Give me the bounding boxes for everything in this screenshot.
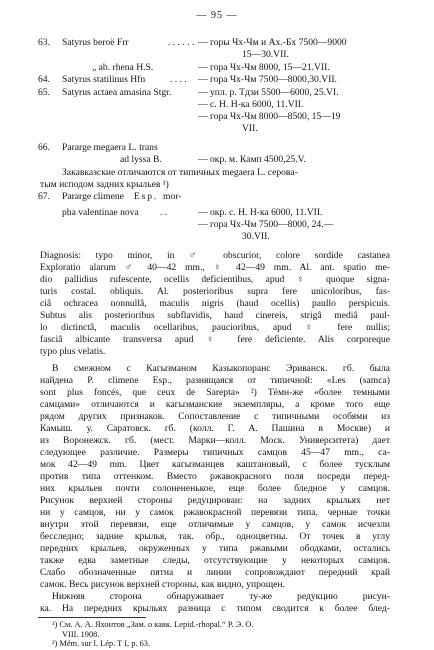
- note-text: тым исподом задних крыльев ¹): [40, 179, 169, 190]
- habitat: — горы Чх-Чм и Ах.-Бх 7500—9000: [198, 37, 347, 48]
- body-line: также едва заметные следы, отсутствующие у некоторых самцов.: [40, 555, 390, 566]
- body-line: ни у самцов, ни у самок ржавокрасной перевязи типа, черные точки: [40, 507, 390, 518]
- diagnosis-line: lo dictinctâ, maculis ocellaribus, paucioribus, apud ♀ fere nullis;: [40, 322, 390, 333]
- body-line: найдена P. climene Esp., разнящаяся от типичной: «Les (samca): [40, 375, 390, 386]
- record-63-cont: [0, 48, 434, 61]
- body-line: ка. На передних крыльях разница с типом сводится к более блед-: [40, 603, 390, 614]
- habitat: — гора Чх-Чм 7500—8000, 24.—: [198, 219, 334, 230]
- body-line: против типа оттенком. Вместо ржавокрасного поля посреди перед-: [40, 471, 390, 482]
- diagnosis-line: turis costal. obliquis. Al. posterioribus supra fere unicoloribus, fas-: [40, 286, 390, 297]
- habitat: — гора Чх-Чм 8000, 15—21.VII.: [198, 62, 330, 73]
- record-number: 66.: [38, 142, 50, 153]
- footnote-2: ²) Mém. sur l. Lép. T I, p. 63.: [52, 639, 151, 648]
- note-text: Закавказские отличаются от типичных megaera L. серова-: [62, 167, 298, 178]
- habitat: — гора Чх-Чм 8000—8500, 15—19: [198, 111, 341, 122]
- body-line: внутри этой перевязи, еще отличимые у самцов, у самок исчезли: [40, 519, 390, 530]
- body-line: них крыльев почти солонененькое, еще более бледное у самцов.: [40, 483, 390, 494]
- habitat: — с. Н. Н-ка 6000, 11.VII.: [198, 99, 304, 110]
- species-name: Satyrus statilinus Hfn: [62, 74, 146, 85]
- species-name: mor-: [163, 191, 182, 202]
- species-name: Pararge megaera L. trans: [62, 142, 158, 153]
- record-number: 67.: [38, 191, 50, 202]
- body-line: передних крыльев, окруженных у типа ржавыми ободками, остались: [40, 543, 390, 554]
- record-number: 65.: [38, 87, 50, 98]
- record-67-cont: [0, 230, 434, 243]
- body-line: самок. Весь рисунок верхней стороны, как видно, упрощен.: [40, 579, 285, 590]
- species-name-cont: pha valentinae nova: [62, 207, 139, 218]
- habitat: — окр. м. Камп 4500,25.V.: [198, 154, 306, 165]
- habitat: — упл. р. Тдзи 5500—6000, 25.VI.: [198, 87, 339, 98]
- diagnosis-line: Exploratio alarum ♂ 40—42 mm., ♀ 42—49 mm. Al. ant. spatio me-: [40, 262, 390, 273]
- date-continuation: VII.: [242, 123, 258, 134]
- body-line: мок 42—49 mm. Цвет кагызманцев каштановый, с более тусклым: [40, 459, 390, 470]
- diagnosis-line: fasciâ albicante transversa apud ♀ fere deficiente. Alis corporeque: [40, 334, 390, 345]
- date-continuation: 15—30.VII.: [242, 49, 289, 60]
- diagnosis-line: dio pallidius rufescente, ocellis deficientibus, apud ♀ quoque signa-: [40, 274, 390, 285]
- species-name: Satyrus beroë Frr: [62, 37, 129, 48]
- date-continuation: 30.VII.: [242, 231, 270, 242]
- leader-dots: . .: [160, 207, 168, 218]
- footnote-rule: [38, 617, 146, 618]
- diagnosis-line: Diagnosis: typo minor, in ♂ obscurior, colore sordide castanea: [40, 250, 390, 261]
- species-name-cont: ad lyssa B.: [120, 154, 162, 165]
- body-line: Камыш. у. Саратовск. гб. (колл. Г. А. Пашина в Москве) и: [40, 423, 390, 434]
- body-line: из Воронежск. гб. (мест. Марки—колл. Моск. Университета) дает: [40, 435, 390, 446]
- diagnosis-line: Subtus alis posterioribus subflavidis, haud cinereis, strigâ mediâ paul-: [40, 310, 390, 321]
- record-number: 63.: [38, 37, 50, 48]
- diagnosis-line: ciâ ochracea nonnullâ, maculis nigris (haud ocellis) paullo perspicuis.: [40, 298, 390, 309]
- leader-dots: . . . .: [170, 74, 187, 85]
- body-line: самцами» отличаются и кагызманские экземпляры, а кроме того еще: [40, 399, 390, 410]
- record-67: [0, 190, 434, 203]
- species-name: Pararge climene: [62, 191, 124, 202]
- record-number: 64.: [38, 74, 50, 85]
- body-line: В смежном с Кагызманом Казыкопоранс Эриванск. гб. была: [52, 363, 390, 374]
- species-name: „ ab. rhena H.S.: [92, 62, 154, 73]
- record-65-cont: [0, 122, 434, 135]
- habitat: — окр. с. Н. Н-ка 6000, 11.VII.: [198, 207, 323, 218]
- footnote-1: ¹) См. А. А. Яхонтов „Зам. о кавк. Lepid.-rhopal.“ Р. Э. О.: [52, 620, 254, 629]
- leader-dots: . . . . . .: [168, 37, 195, 48]
- body-line: Слабо обозначенные пятна и линии сопровождают передний край: [40, 567, 390, 578]
- habitat: — гора Чх-Чм 7500—8000,30.VII.: [198, 74, 337, 85]
- body-line: рядом других признаков. Сопоставление с типичными особями из: [40, 411, 390, 422]
- body-line: следующее различие. Размеры типичных самцов 45—47 mm., са-: [40, 447, 390, 458]
- body-line: Рисунок верхней стороны редуцирован: на задних крыльях нет: [40, 495, 390, 506]
- body-line: sont plus foncés, que ceux de Sarepta» ²) Тёмн-же «более темными: [40, 387, 390, 398]
- footnote-1-cont: VIII. 1908.: [62, 630, 100, 639]
- body-line: Нижняя сторона обнаруживает ту-же редукцию рисун-: [52, 591, 390, 602]
- species-name: Satyrus actaea amasina Stgr.: [62, 87, 172, 98]
- page-number: — 95 —: [196, 10, 238, 21]
- record-64: [0, 73, 434, 86]
- species-author: Esp.: [134, 191, 158, 202]
- diagnosis-line: typo plus velatis.: [40, 346, 106, 357]
- record-66-line2: [0, 153, 434, 166]
- body-line: бесследно; задние крылья, так. обр., одноцветны. От точек в углу: [40, 531, 390, 542]
